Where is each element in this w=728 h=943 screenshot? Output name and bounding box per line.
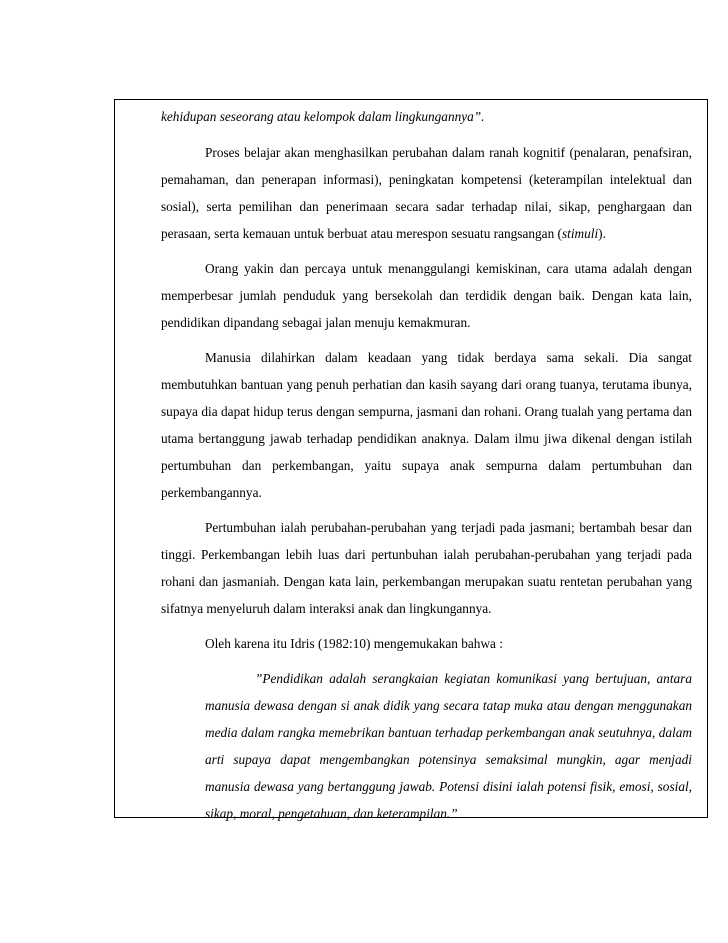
paragraph-learning-text: Proses belajar akan menghasilkan perubahan dalam ranah kognitif (penalaran, penafsiran, pemahaman, dan penerapan informasi), peningkatan kompetensi (keterampilan intelektual dan sosial), serta pemilihan dan penerimaan secara sadar terhadap nilai, sikap, penghargaan dan perasaan, serta kemauan untuk berbuat atau merespon sesuatu rangsangan ( (161, 145, 692, 241)
paragraph-growth: Pertumbuhan ialah perubahan-perubahan yang terjadi pada jasmani; bertambah besar dan tinggi. Perkembangan lebih luas dari pertunbuhan ialah perubahan-perubahan yang terjadi pada rohani dan jasmaniah. Dengan kata lain, perkembangan merupakan suatu rentetan perubahan yang sifatnya menyeluruh dalam interaksi anak dan lingkungannya. (161, 520, 692, 616)
paragraph-learning-end: ). (598, 226, 606, 241)
paragraph-poverty: Orang yakin dan percaya untuk menanggulangi kemiskinan, cara utama adalah dengan memperbesar jumlah penduduk yang bersekolah dan terdidik dengan baik. Dengan kata lain, pendidikan dipandang sebagai jalan menuju kemakmuran. (161, 261, 692, 330)
paragraph-learning (161, 139, 692, 247)
document-body (161, 103, 692, 827)
stimuli-term: stimuli (561, 226, 599, 241)
paragraph-human-development: Manusia dilahirkan dalam keadaan yang tidak berdaya sama sekali. Dia sangat membutuhkan bantuan yang penuh perhatian dan kasih sayang dari orang tuanya, terutama ibunya, supaya dia dapat hidup terus dengan sempurna, jasmani dan rohani. Orang tualah yang pertama dan utama bertanggung jawab terhadap pendidikan anaknya. Dalam ilmu jiwa dikenal dengan istilah pertumbuhan dan perkembangan, yaitu supaya anak sempurna dalam pertumbuhan dan perkembangannya. (161, 350, 692, 500)
block-quote: ”Pendidikan adalah serangkaian kegiatan komunikasi yang bertujuan, antara manusia dewasa dengan si anak didik yang secara tatap muka atau dengan menggunakan media dalam rangka memebrikan bantuan terhadap perkembangan anak seutuhnya, dalam arti supaya dapat mengembangkan potensinya semaksimal mungkin, agar menjadi manusia dewasa yang bertanggung jawab. Potensi disini ialah potensi fisik, emosi, sosial, sikap, moral, pengetahuan, dan keterampilan.” (205, 671, 692, 821)
quote-introduction: Oleh karena itu Idris (1982:10) mengemukakan bahwa : (205, 636, 503, 651)
continued-line: kehidupan seseorang atau kelompok dalam lingkungannya”. (161, 109, 485, 124)
